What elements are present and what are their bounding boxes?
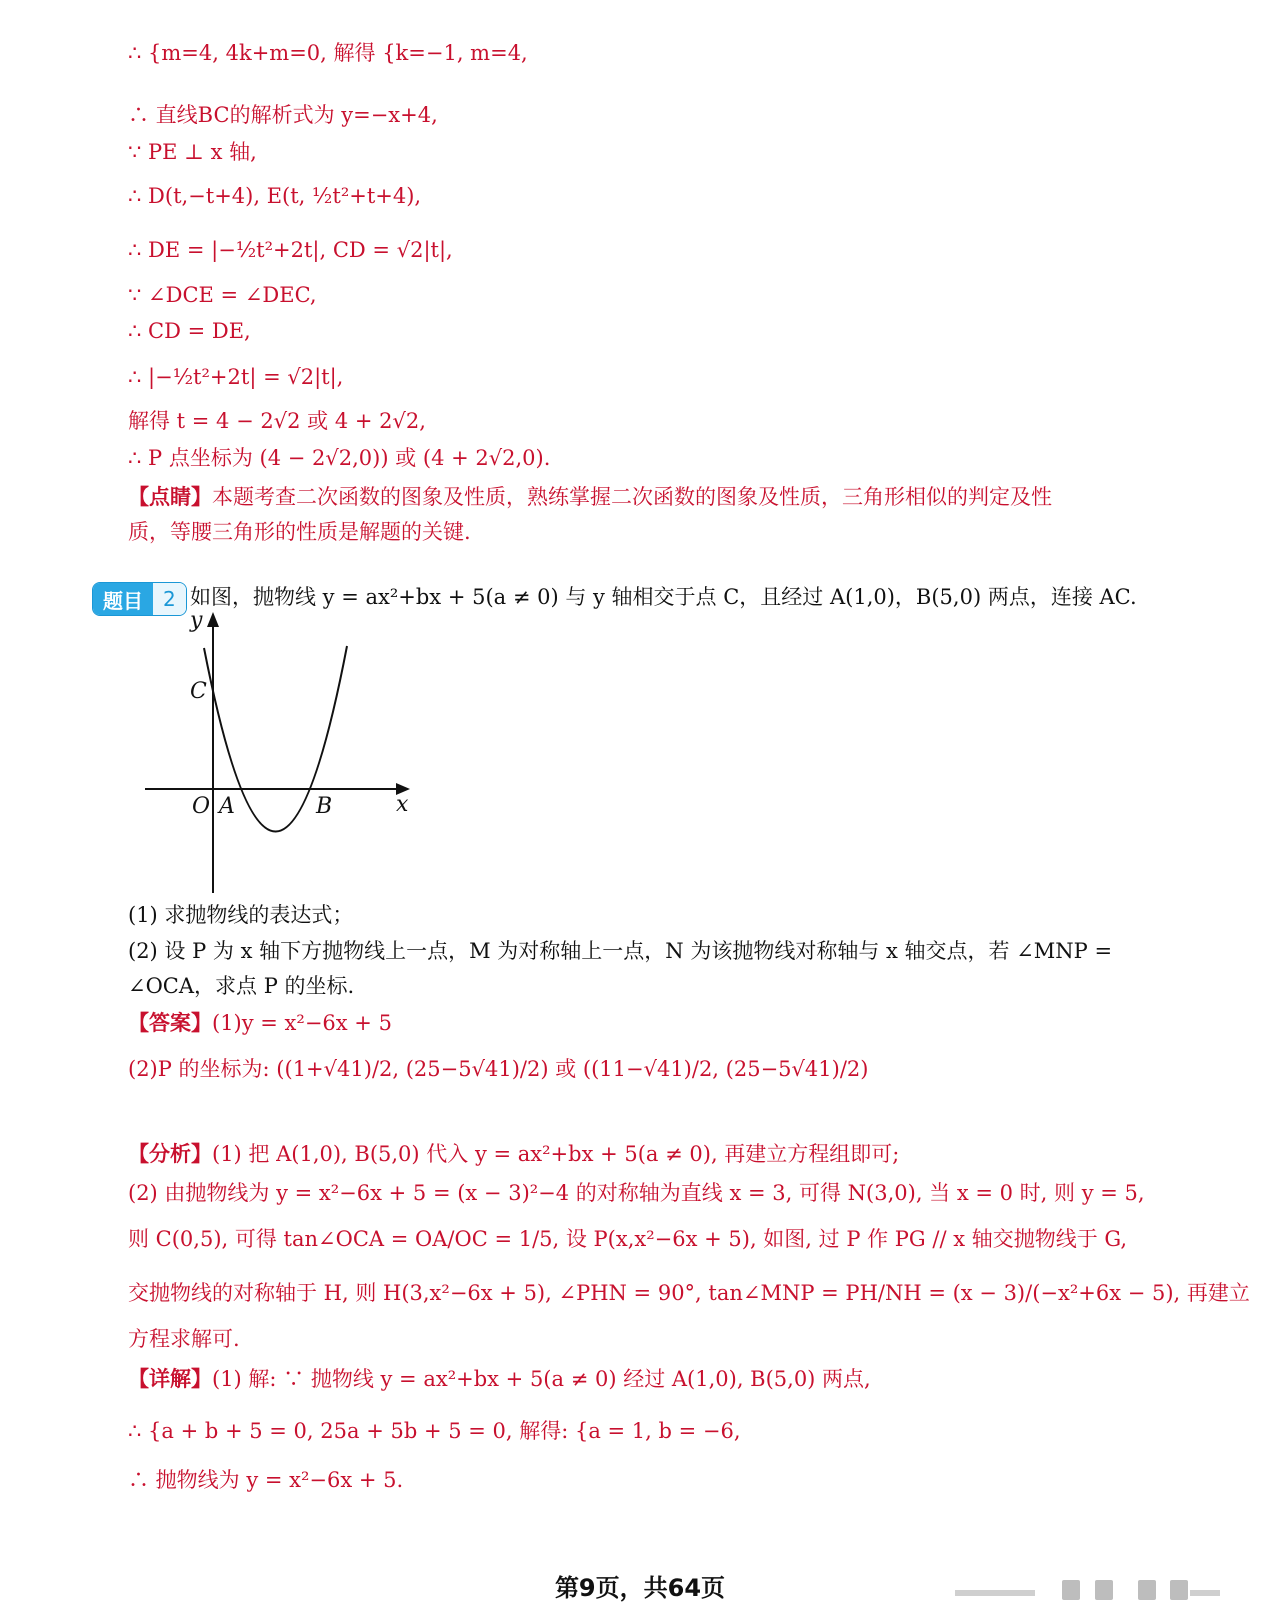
detail-line: ∴ 抛物线为 y = x²−6x + 5.	[128, 1468, 404, 1492]
solution-line: 解得 t = 4 − 2√2 或 4 + 2√2,	[128, 409, 426, 433]
decoration-block	[1062, 1580, 1080, 1600]
label-O: O	[192, 794, 211, 819]
label-A: A	[219, 794, 235, 819]
analysis-line: 则 C(0,5), 可得 tan∠OCA = OA/OC = 1/5, 设 P(x,x²−6x + 5), 如图, 过 P 作 PG // x 轴交抛物线于 G,	[128, 1227, 1128, 1251]
page-footer: 第9页，共64页	[554, 1574, 726, 1602]
solution-line: ∴ 直线BC的解析式为 y=−x+4,	[128, 103, 438, 127]
parabola-figure	[140, 605, 430, 900]
solution-line: ∵ PE ⊥ x 轴,	[128, 140, 257, 164]
analysis-line	[128, 1140, 899, 1168]
problem-statement: 如图，抛物线 y = ax²+bx + 5(a ≠ 0) 与 y 轴相交于点 C，且经过 A(1,0)，B(5,0) 两点，连接 AC.	[190, 585, 1137, 609]
note-label: 【点睛】	[128, 484, 212, 509]
answer-line	[128, 1009, 392, 1037]
analysis-line: 方程求解可.	[128, 1327, 240, 1351]
scrollbar-decoration	[1190, 1590, 1220, 1596]
detail-text: (1) 解: ∵ 抛物线 y = ax²+bx + 5(a ≠ 0) 经过 A(1,0), B(5,0) 两点,	[212, 1367, 871, 1391]
badge-number: 2	[153, 583, 186, 615]
detail-line	[128, 1365, 871, 1393]
answer-1: (1)y = x²−6x + 5	[212, 1011, 392, 1035]
analysis-line: (2) 由抛物线为 y = x²−6x + 5 = (x − 3)²−4 的对称轴为直线 x = 3, 可得 N(3,0), 当 x = 0 时, 则 y = 5,	[128, 1181, 1145, 1205]
question-2: ∠OCA，求点 P 的坐标.	[128, 974, 355, 998]
solution-line: ∴ {m=4, 4k+m=0, 解得 {k=−1, m=4,	[128, 41, 528, 65]
question-2: (2) 设 P 为 x 轴下方抛物线上一点，M 为对称轴上一点，N 为该抛物线对称轴与 x 轴交点，若 ∠MNP =	[128, 939, 1113, 963]
decoration-block	[1095, 1580, 1113, 1600]
solution-line: ∴ D(t,−t+4), E(t, ½t²+t+4),	[128, 184, 422, 208]
analysis-line: 交抛物线的对称轴于 H, 则 H(3,x²−6x + 5), ∠PHN = 90°, tan∠MNP = PH/NH = (x − 3)/(−x²+6x − 5), 再建立	[128, 1281, 1250, 1305]
solution-line: ∴ CD = DE,	[128, 319, 251, 343]
decoration-block	[1170, 1580, 1188, 1600]
label-C: C	[190, 679, 207, 704]
y-axis-arrow	[207, 612, 219, 627]
badge-label: 题目	[93, 583, 153, 615]
detail-line: ∴ {a + b + 5 = 0, 25a + 5b + 5 = 0, 解得: {a = 1, b = −6,	[128, 1419, 741, 1443]
analysis-text: (1) 把 A(1,0), B(5,0) 代入 y = ax²+bx + 5(a ≠ 0), 再建立方程组即可;	[212, 1142, 900, 1166]
question-1: (1) 求抛物线的表达式；	[128, 903, 354, 927]
label-B: B	[316, 794, 333, 819]
note-line: 质，等腰三角形的性质是解题的关键.	[128, 520, 471, 544]
detail-label: 【详解】	[128, 1366, 212, 1391]
label-x: x	[396, 792, 409, 817]
note-text: 本题考查二次函数的图象及性质，熟练掌握二次函数的图象及性质，三角形相似的判定及性	[212, 485, 1052, 509]
solution-line: ∵ ∠DCE = ∠DEC,	[128, 283, 317, 307]
decoration-block	[1138, 1580, 1156, 1600]
answer-label: 【答案】	[128, 1010, 212, 1035]
scrollbar-decoration	[955, 1590, 1035, 1596]
solution-line: ∴ |−½t²+2t| = √2|t|,	[128, 365, 344, 389]
analysis-label: 【分析】	[128, 1141, 212, 1166]
answer-2: (2)P 的坐标为: ((1+√41)/2, (25−5√41)/2) 或 ((11−√41)/2, (25−5√41)/2)	[128, 1057, 869, 1081]
label-y: y	[190, 608, 203, 633]
solution-line: ∴ DE = |−½t²+2t|, CD = √2|t|,	[128, 238, 453, 262]
solution-line: ∴ P 点坐标为 (4 − 2√2,0)) 或 (4 + 2√2,0).	[128, 446, 551, 470]
note-line	[128, 483, 1052, 511]
